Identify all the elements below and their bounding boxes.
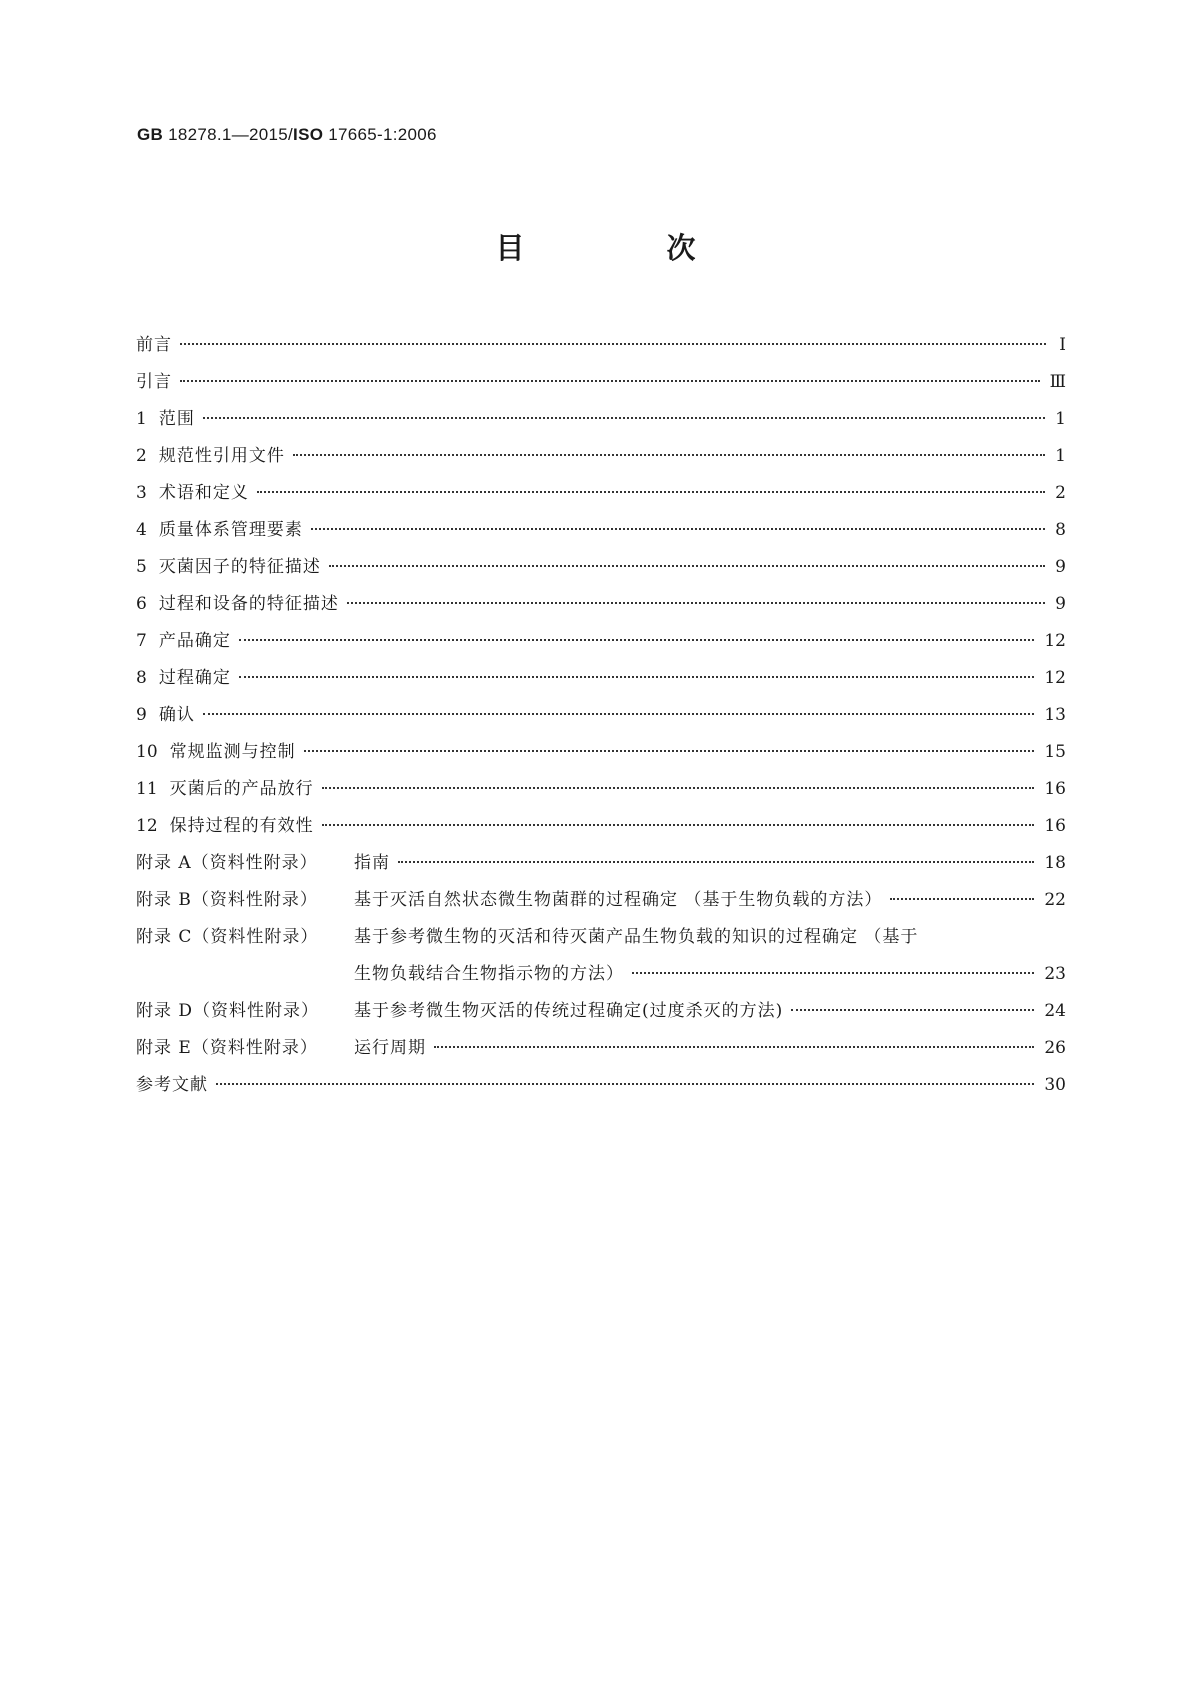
dot-leader (890, 898, 1034, 900)
toc-entry-page: 1 (1055, 409, 1066, 429)
toc-entry-number: 7 (136, 631, 147, 651)
toc-entry-label: 灭菌后的产品放行 (169, 779, 314, 799)
toc-entry-4[interactable] (136, 512, 1066, 549)
toc-entry-number: 3 (136, 483, 147, 503)
appendix-label-line2: 生物负载结合生物指示物的方法） (354, 964, 624, 984)
dot-leader (304, 750, 1035, 752)
appendix-prefix: 附录 C（资料性附录） (136, 927, 319, 947)
gb-prefix: GB (137, 125, 164, 144)
toc-entry-number: 6 (136, 594, 147, 614)
iso-number: 17665-1:2006 (328, 125, 437, 144)
dot-leader (632, 972, 1034, 974)
toc-entry-page: 1 (1055, 446, 1066, 466)
toc-entry-label: 确认 (158, 705, 195, 725)
toc-entry-page: 12 (1044, 668, 1066, 688)
toc-entry-page: Ⅲ (1049, 372, 1066, 392)
toc-entry-7[interactable] (136, 623, 1066, 660)
toc-entry-introduction[interactable] (136, 364, 1066, 401)
toc-entry-page: 16 (1044, 816, 1066, 836)
toc-entry-page: 8 (1055, 520, 1066, 540)
toc-entry-label: 术语和定义 (158, 483, 249, 503)
toc-appendix-b[interactable] (136, 882, 1066, 919)
dot-leader (329, 565, 1045, 567)
toc-entry-11[interactable] (136, 771, 1066, 808)
toc-entry-label: 产品确定 (158, 631, 231, 651)
toc-appendix-c-continuation[interactable] (136, 956, 1066, 993)
table-of-contents (136, 327, 1066, 1104)
toc-entry-number: 1 (136, 409, 147, 429)
toc-entry-page: 9 (1055, 594, 1066, 614)
toc-appendix-a[interactable] (136, 845, 1066, 882)
toc-entry-page: 30 (1044, 1075, 1066, 1095)
toc-entry-number: 10 (136, 742, 158, 762)
toc-entry-number: 4 (136, 520, 147, 540)
toc-entry-page: 26 (1044, 1038, 1066, 1058)
toc-entry-page: 12 (1044, 631, 1066, 651)
appendix-label-line1: 基于参考微生物的灭活和待灭菌产品生物负载的知识的过程确定 （基于 (354, 927, 919, 947)
toc-entry-label: 前言 (136, 335, 172, 355)
dot-leader (216, 1083, 1034, 1085)
dot-leader (322, 787, 1035, 789)
toc-appendix-c[interactable] (136, 919, 1066, 956)
appendix-prefix: 附录 E（资料性附录） (136, 1038, 318, 1058)
dot-leader (239, 639, 1035, 641)
toc-title: 目 次 (495, 231, 762, 265)
document-header (137, 125, 437, 145)
toc-entry-number: 5 (136, 557, 147, 577)
toc-appendix-e[interactable] (136, 1030, 1066, 1067)
toc-entry-page: Ⅰ (1059, 335, 1066, 355)
toc-entry-1[interactable] (136, 401, 1066, 438)
appendix-label: 基于灭活自然状态微生物菌群的过程确定 （基于生物负载的方法） (354, 890, 883, 910)
dot-leader (180, 343, 1046, 345)
toc-entry-number: 8 (136, 668, 147, 688)
toc-appendix-d[interactable] (136, 993, 1066, 1030)
dot-leader (293, 454, 1045, 456)
toc-entry-label: 灭菌因子的特征描述 (158, 557, 321, 577)
toc-entry-number: 9 (136, 705, 147, 725)
toc-entry-3[interactable] (136, 475, 1066, 512)
toc-entry-6[interactable] (136, 586, 1066, 623)
dot-leader (791, 1009, 1034, 1011)
toc-entry-label: 规范性引用文件 (158, 446, 285, 466)
toc-entry-label: 范围 (158, 409, 195, 429)
toc-entry-page: 15 (1044, 742, 1066, 762)
toc-entry-2[interactable] (136, 438, 1066, 475)
toc-entry-page: 24 (1044, 1001, 1066, 1021)
toc-entry-references[interactable] (136, 1067, 1066, 1104)
dot-leader (434, 1046, 1034, 1048)
iso-prefix: ISO (293, 125, 324, 144)
toc-entry-5[interactable] (136, 549, 1066, 586)
toc-entry-label: 常规监测与控制 (169, 742, 296, 762)
toc-entry-page: 9 (1055, 557, 1066, 577)
toc-entry-label: 过程确定 (158, 668, 231, 688)
toc-entry-page: 16 (1044, 779, 1066, 799)
dot-leader (203, 417, 1045, 419)
dot-leader (322, 824, 1035, 826)
toc-entry-number: 11 (136, 779, 158, 799)
gb-number: 18278.1—2015/ (168, 125, 294, 144)
dot-leader (398, 861, 1034, 863)
toc-entry-page: 23 (1044, 964, 1066, 984)
toc-entry-page: 13 (1044, 705, 1066, 725)
toc-entry-label: 过程和设备的特征描述 (158, 594, 339, 614)
toc-entry-10[interactable] (136, 734, 1066, 771)
appendix-label: 指南 (354, 853, 390, 873)
toc-entry-9[interactable] (136, 697, 1066, 734)
appendix-prefix: 附录 D（资料性附录） (136, 1001, 320, 1021)
toc-entry-8[interactable] (136, 660, 1066, 697)
dot-leader (347, 602, 1045, 604)
toc-entry-number: 12 (136, 816, 158, 836)
toc-entry-page: 22 (1044, 890, 1066, 910)
appendix-prefix: 附录 A（资料性附录） (136, 853, 318, 873)
toc-entry-label: 质量体系管理要素 (158, 520, 303, 540)
dot-leader (239, 676, 1035, 678)
toc-entry-label: 引言 (136, 372, 172, 392)
toc-entry-12[interactable] (136, 808, 1066, 845)
dot-leader (180, 380, 1040, 382)
toc-entry-label: 参考文献 (136, 1075, 208, 1095)
toc-entry-foreword[interactable] (136, 327, 1066, 364)
appendix-label: 基于参考微生物灭活的传统过程确定(过度杀灭的方法) (354, 1001, 784, 1021)
dot-leader (311, 528, 1045, 530)
toc-entry-label: 保持过程的有效性 (169, 816, 314, 836)
toc-entry-number: 2 (136, 446, 147, 466)
dot-leader (257, 491, 1045, 493)
appendix-prefix: 附录 B（资料性附录） (136, 890, 318, 910)
appendix-label: 运行周期 (354, 1038, 426, 1058)
toc-entry-page: 18 (1044, 853, 1066, 873)
toc-entry-page: 2 (1055, 483, 1066, 503)
dot-leader (203, 713, 1035, 715)
